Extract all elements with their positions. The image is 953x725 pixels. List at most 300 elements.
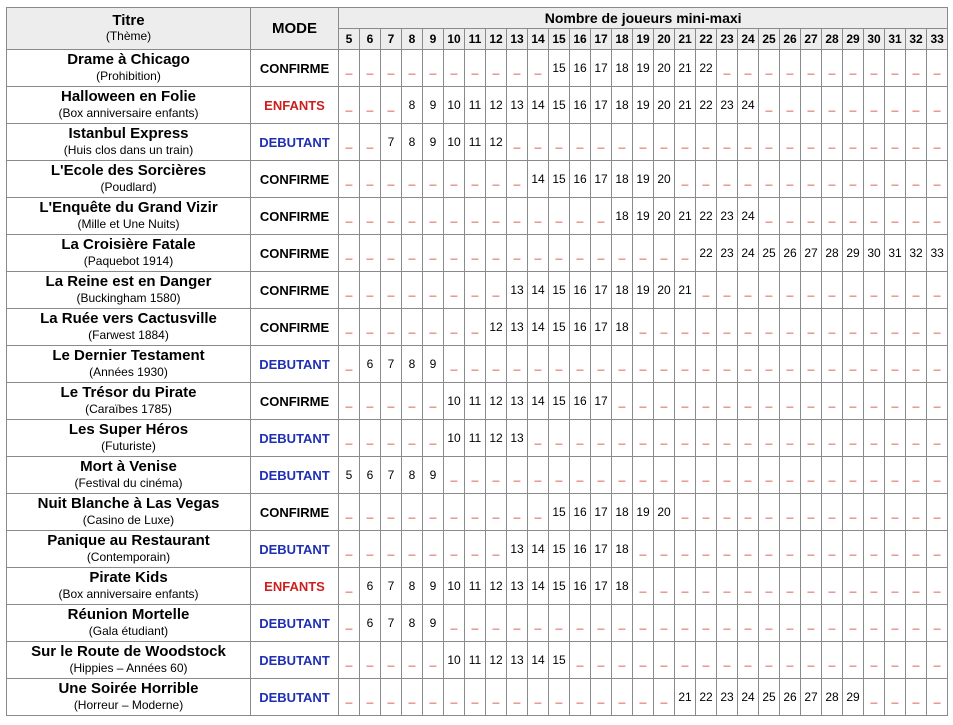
player-cell: _ [654, 383, 675, 420]
player-cell: 13 [507, 87, 528, 124]
player-cell: _ [507, 50, 528, 87]
player-cell: _ [759, 50, 780, 87]
player-cell: _ [675, 531, 696, 568]
player-cell: _ [381, 161, 402, 198]
player-cell: _ [570, 198, 591, 235]
player-cell: _ [738, 420, 759, 457]
player-cell: _ [339, 309, 360, 346]
table-row [7, 642, 948, 679]
table-row [7, 161, 948, 198]
player-cell: _ [759, 161, 780, 198]
player-cell: _ [339, 568, 360, 605]
player-cell: 9 [423, 568, 444, 605]
player-cell: _ [864, 457, 885, 494]
player-cell: 17 [591, 87, 612, 124]
player-cell: _ [801, 383, 822, 420]
player-cell: 12 [486, 87, 507, 124]
game-theme: (Festival du cinéma) [74, 476, 183, 490]
game-title: Mort à Venise [80, 458, 177, 475]
player-cell: _ [612, 346, 633, 383]
mode-column-header: MODE [251, 8, 339, 50]
player-cell: 12 [486, 642, 507, 679]
player-cell: _ [507, 346, 528, 383]
player-count-header: 31 [885, 29, 906, 50]
game-title-cell [7, 346, 251, 383]
player-cell: _ [486, 161, 507, 198]
player-cell: _ [465, 161, 486, 198]
player-cell: _ [822, 383, 843, 420]
player-cell: 12 [486, 568, 507, 605]
player-cell: _ [549, 420, 570, 457]
player-cell: _ [843, 124, 864, 161]
player-cell: _ [801, 161, 822, 198]
player-cell: _ [927, 272, 948, 309]
player-cell: 9 [423, 87, 444, 124]
player-count-header: 9 [423, 29, 444, 50]
player-cell: _ [402, 383, 423, 420]
player-cell: 13 [507, 383, 528, 420]
player-cell: _ [675, 309, 696, 346]
player-cell: _ [549, 124, 570, 161]
player-count-header: 8 [402, 29, 423, 50]
player-cell: 16 [570, 568, 591, 605]
player-cell: _ [675, 124, 696, 161]
player-count-header: 6 [360, 29, 381, 50]
player-cell: 14 [528, 531, 549, 568]
player-cell: _ [591, 420, 612, 457]
player-cell: _ [927, 346, 948, 383]
player-cell: 16 [570, 50, 591, 87]
player-cell: _ [801, 568, 822, 605]
game-mode: DEBUTANT [251, 124, 339, 161]
player-cell: _ [486, 272, 507, 309]
player-cell: _ [465, 605, 486, 642]
player-cell: _ [759, 309, 780, 346]
game-title-cell [7, 198, 251, 235]
player-cell: _ [717, 531, 738, 568]
player-count-header: 13 [507, 29, 528, 50]
player-cell: 20 [654, 198, 675, 235]
player-cell: _ [654, 531, 675, 568]
player-cell: _ [927, 50, 948, 87]
player-cell: _ [927, 494, 948, 531]
player-cell: 11 [465, 420, 486, 457]
player-cell: _ [339, 272, 360, 309]
game-title: Les Super Héros [68, 421, 189, 438]
player-cell: 15 [549, 531, 570, 568]
game-mode: CONFIRME [251, 272, 339, 309]
game-title-cell [7, 383, 251, 420]
player-cell: 17 [591, 568, 612, 605]
player-cell: _ [654, 235, 675, 272]
player-cell: 26 [780, 679, 801, 716]
player-cell: 13 [507, 309, 528, 346]
player-cell: 16 [570, 383, 591, 420]
player-cell: _ [906, 494, 927, 531]
player-count-header: 5 [339, 29, 360, 50]
player-cell: _ [423, 494, 444, 531]
player-cell: 18 [612, 161, 633, 198]
game-title: Drame à Chicago [67, 51, 190, 68]
player-cell: _ [423, 309, 444, 346]
player-cell: _ [906, 383, 927, 420]
player-cell: 8 [402, 346, 423, 383]
game-title: Halloween en Folie [60, 88, 197, 105]
player-cell: _ [759, 605, 780, 642]
player-cell: _ [717, 605, 738, 642]
player-cell: _ [444, 457, 465, 494]
game-title: Le Dernier Testament [52, 347, 205, 364]
player-cell: _ [360, 309, 381, 346]
player-cell: _ [570, 346, 591, 383]
player-cell: _ [822, 531, 843, 568]
player-cell: _ [927, 309, 948, 346]
player-cell: _ [864, 420, 885, 457]
player-cell: _ [675, 568, 696, 605]
player-cell: _ [423, 198, 444, 235]
player-cell: _ [822, 642, 843, 679]
table-row [7, 531, 948, 568]
player-cell: _ [843, 87, 864, 124]
player-cell: _ [507, 494, 528, 531]
player-cell: _ [843, 531, 864, 568]
player-cell: 13 [507, 642, 528, 679]
player-cell: _ [528, 679, 549, 716]
player-cell: _ [339, 605, 360, 642]
player-cell: 17 [591, 531, 612, 568]
player-cell: _ [444, 198, 465, 235]
player-cell: _ [801, 87, 822, 124]
player-cell: _ [822, 494, 843, 531]
player-cell: _ [927, 531, 948, 568]
player-count-header: 19 [633, 29, 654, 50]
player-cell: 15 [549, 309, 570, 346]
game-theme: (Caraïbes 1785) [85, 402, 172, 416]
player-cell: 6 [360, 568, 381, 605]
player-cell: 15 [549, 494, 570, 531]
player-cell: _ [675, 161, 696, 198]
player-cell: _ [864, 383, 885, 420]
player-cell: _ [696, 531, 717, 568]
player-cell: _ [696, 605, 717, 642]
player-cell: _ [423, 531, 444, 568]
player-cell: 14 [528, 568, 549, 605]
player-cell: _ [864, 568, 885, 605]
player-cell: _ [780, 309, 801, 346]
player-cell: 17 [591, 309, 612, 346]
player-cell: _ [801, 494, 822, 531]
player-cell: _ [549, 235, 570, 272]
player-cell: _ [675, 235, 696, 272]
player-cell: _ [528, 457, 549, 494]
game-title-cell [7, 605, 251, 642]
player-cell: _ [654, 124, 675, 161]
player-cell: _ [675, 420, 696, 457]
player-cell: _ [885, 50, 906, 87]
game-title-cell [7, 457, 251, 494]
player-cell: _ [906, 309, 927, 346]
player-count-header: 29 [843, 29, 864, 50]
player-count-header: 12 [486, 29, 507, 50]
player-cell: 15 [549, 161, 570, 198]
player-cell: _ [759, 457, 780, 494]
player-cell: _ [444, 679, 465, 716]
player-cell: _ [927, 679, 948, 716]
game-title: L'Ecole des Sorcières [50, 162, 207, 179]
game-title: La Reine est en Danger [45, 273, 212, 290]
player-cell: _ [717, 420, 738, 457]
table-row [7, 87, 948, 124]
player-cell: _ [633, 679, 654, 716]
player-cell: 18 [612, 272, 633, 309]
game-title: Istanbul Express [68, 125, 189, 142]
player-cell: 10 [444, 87, 465, 124]
game-theme: (Huis clos dans un train) [63, 143, 194, 157]
player-cell: 16 [570, 494, 591, 531]
player-cell: _ [780, 87, 801, 124]
player-cell: _ [759, 494, 780, 531]
player-cell: 17 [591, 383, 612, 420]
player-cell: _ [339, 420, 360, 457]
player-cell: _ [801, 605, 822, 642]
player-cell: _ [339, 50, 360, 87]
game-theme: (Contemporain) [86, 550, 171, 564]
player-cell: _ [381, 383, 402, 420]
player-cell: _ [927, 198, 948, 235]
player-cell: _ [360, 272, 381, 309]
player-cell: _ [696, 383, 717, 420]
player-count-header: 11 [465, 29, 486, 50]
player-cell: _ [381, 679, 402, 716]
player-cell: 17 [591, 50, 612, 87]
player-cell: _ [885, 161, 906, 198]
player-cell: _ [927, 605, 948, 642]
game-theme: (Hippies – Années 60) [69, 661, 188, 675]
player-count-header: 23 [717, 29, 738, 50]
game-title: La Croisière Fatale [61, 236, 196, 253]
game-mode: ENFANTS [251, 568, 339, 605]
player-count-header: 24 [738, 29, 759, 50]
player-cell: 16 [570, 272, 591, 309]
player-cell: _ [360, 124, 381, 161]
player-cell: _ [717, 457, 738, 494]
player-cell: _ [717, 642, 738, 679]
player-cell: 6 [360, 605, 381, 642]
game-theme: (Futuriste) [101, 439, 156, 453]
player-cell: _ [780, 161, 801, 198]
player-cell: 21 [675, 198, 696, 235]
player-cell: _ [633, 457, 654, 494]
player-cell: 29 [843, 679, 864, 716]
player-cell: _ [759, 568, 780, 605]
player-cell: 8 [402, 568, 423, 605]
player-cell: _ [612, 457, 633, 494]
player-cell: _ [528, 605, 549, 642]
player-cell: 10 [444, 420, 465, 457]
player-cell: 18 [612, 50, 633, 87]
game-mode: CONFIRME [251, 494, 339, 531]
player-cell: _ [717, 383, 738, 420]
player-cell: _ [843, 642, 864, 679]
player-cell: _ [549, 198, 570, 235]
player-cell: _ [465, 235, 486, 272]
player-cell: _ [381, 50, 402, 87]
player-cell: _ [360, 50, 381, 87]
player-cell: 15 [549, 50, 570, 87]
player-cell: _ [738, 531, 759, 568]
player-cell: 11 [465, 642, 486, 679]
game-title-cell [7, 50, 251, 87]
player-cell: _ [549, 457, 570, 494]
player-cell: _ [528, 494, 549, 531]
player-count-header: 33 [927, 29, 948, 50]
player-cell: _ [780, 346, 801, 383]
player-cell: _ [633, 605, 654, 642]
player-cell: _ [801, 198, 822, 235]
player-cell: _ [822, 198, 843, 235]
player-cell: 21 [675, 272, 696, 309]
player-cell: 20 [654, 87, 675, 124]
player-cell: _ [885, 605, 906, 642]
players-header: Nombre de joueurs mini-maxi [339, 8, 948, 29]
player-cell: _ [465, 494, 486, 531]
player-cell: 19 [633, 272, 654, 309]
table-row [7, 494, 948, 531]
player-cell: _ [801, 457, 822, 494]
player-cell: 19 [633, 198, 654, 235]
game-mode: CONFIRME [251, 383, 339, 420]
player-cell: 21 [675, 87, 696, 124]
table-row [7, 272, 948, 309]
table-row [7, 383, 948, 420]
player-cell: _ [885, 642, 906, 679]
player-cell: _ [465, 457, 486, 494]
game-title-cell [7, 642, 251, 679]
player-cell: _ [696, 457, 717, 494]
game-mode: DEBUTANT [251, 679, 339, 716]
player-cell: _ [612, 235, 633, 272]
player-cell: _ [675, 605, 696, 642]
player-cell: _ [675, 346, 696, 383]
player-cell: _ [885, 679, 906, 716]
player-cell: 24 [738, 198, 759, 235]
table-row [7, 605, 948, 642]
player-cell: _ [654, 346, 675, 383]
player-cell: 22 [696, 679, 717, 716]
game-theme: (Horreur – Moderne) [73, 698, 184, 712]
player-cell: _ [717, 124, 738, 161]
player-cell: _ [885, 124, 906, 161]
player-cell: _ [822, 50, 843, 87]
player-cell: _ [801, 50, 822, 87]
player-cell: _ [696, 494, 717, 531]
title-column-header [7, 8, 251, 50]
player-cell: _ [570, 420, 591, 457]
player-cell: _ [633, 642, 654, 679]
player-cell: _ [528, 50, 549, 87]
player-cell: _ [507, 198, 528, 235]
player-cell: _ [780, 383, 801, 420]
game-title: Une Soirée Horrible [58, 680, 199, 697]
player-cell: 16 [570, 309, 591, 346]
player-cell: _ [864, 87, 885, 124]
player-cell: 18 [612, 198, 633, 235]
player-cell: _ [822, 124, 843, 161]
player-cell: _ [864, 124, 885, 161]
player-cell: _ [864, 494, 885, 531]
player-cell: _ [612, 420, 633, 457]
player-cell: _ [927, 161, 948, 198]
player-cell: _ [465, 531, 486, 568]
player-cell: 14 [528, 383, 549, 420]
player-cell: _ [381, 272, 402, 309]
player-cell: _ [507, 605, 528, 642]
table-row [7, 420, 948, 457]
player-cell: 12 [486, 383, 507, 420]
player-cell: _ [780, 457, 801, 494]
player-count-header: 14 [528, 29, 549, 50]
player-cell: _ [465, 309, 486, 346]
game-theme: (Box anniversaire enfants) [58, 106, 199, 120]
player-cell: 8 [402, 87, 423, 124]
player-cell: _ [570, 124, 591, 161]
player-cell: _ [339, 161, 360, 198]
player-cell: _ [885, 87, 906, 124]
player-cell: _ [843, 50, 864, 87]
player-count-header: 27 [801, 29, 822, 50]
player-cell: _ [927, 642, 948, 679]
player-cell: _ [864, 198, 885, 235]
player-cell: _ [654, 642, 675, 679]
player-cell: _ [738, 568, 759, 605]
game-mode: DEBUTANT [251, 457, 339, 494]
player-cell: _ [528, 346, 549, 383]
player-cell: _ [696, 568, 717, 605]
player-cell: _ [927, 124, 948, 161]
player-cell: _ [360, 494, 381, 531]
game-title-cell [7, 235, 251, 272]
player-cell: _ [822, 346, 843, 383]
player-cell: _ [696, 309, 717, 346]
player-cell: _ [822, 568, 843, 605]
player-cell: _ [696, 642, 717, 679]
player-cell: 19 [633, 494, 654, 531]
player-cell: _ [738, 494, 759, 531]
player-cell: _ [864, 272, 885, 309]
player-cell: 7 [381, 346, 402, 383]
player-cell: 23 [717, 198, 738, 235]
player-cell: _ [360, 235, 381, 272]
table-row [7, 309, 948, 346]
player-cell: _ [360, 161, 381, 198]
player-cell: _ [423, 161, 444, 198]
player-cell: _ [759, 198, 780, 235]
game-title: Panique au Restaurant [47, 532, 210, 549]
player-cell: 15 [549, 642, 570, 679]
game-theme: (Paquebot 1914) [83, 254, 174, 268]
player-cell: 14 [528, 642, 549, 679]
player-cell: _ [906, 272, 927, 309]
player-cell: _ [864, 346, 885, 383]
player-cell: _ [339, 494, 360, 531]
player-cell: _ [885, 198, 906, 235]
player-cell: _ [780, 568, 801, 605]
player-cell: _ [654, 605, 675, 642]
player-cell: _ [675, 642, 696, 679]
player-cell: _ [465, 272, 486, 309]
player-cell: _ [654, 568, 675, 605]
player-cell: _ [633, 420, 654, 457]
